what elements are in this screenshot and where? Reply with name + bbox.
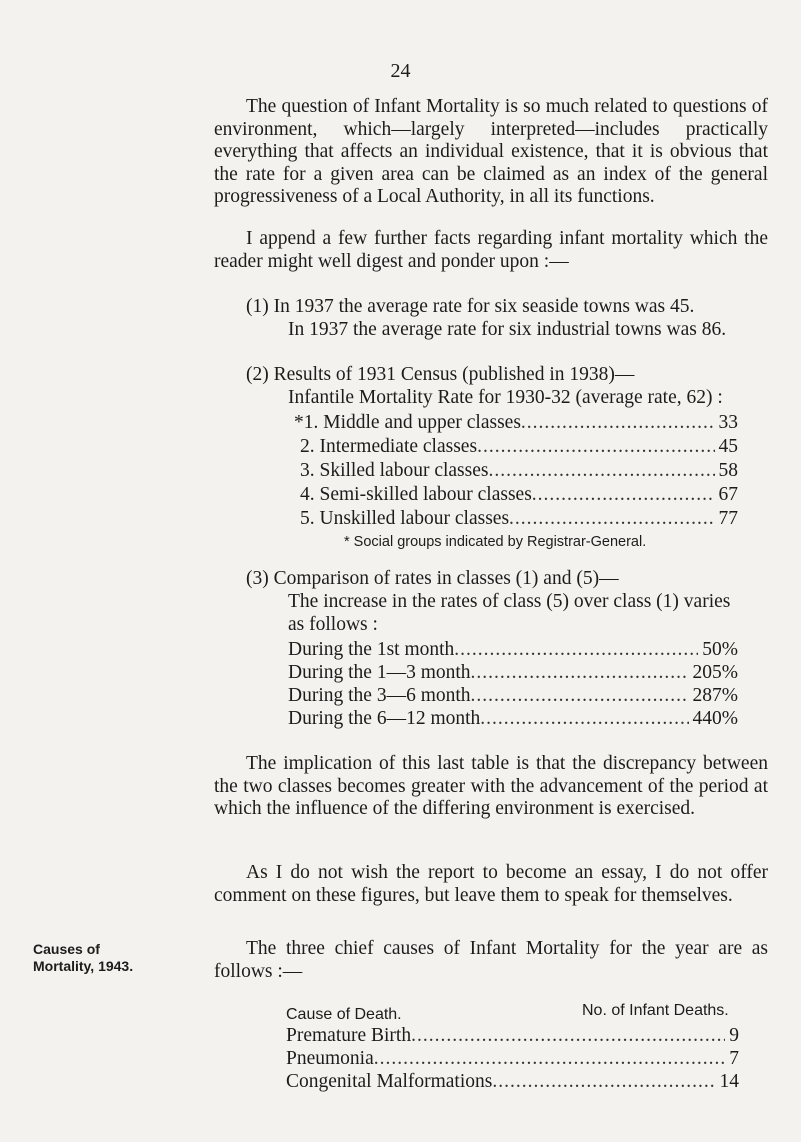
- cause-label: Premature Birth: [286, 1025, 412, 1046]
- leader-dots: [411, 1025, 725, 1047]
- class-label: 5. Unskilled labour classes: [300, 508, 510, 529]
- period-row: [288, 662, 738, 684]
- class-label: 4. Semi-skilled labour classes: [300, 484, 532, 505]
- side-heading: [33, 941, 133, 975]
- leader-dots: [492, 1071, 715, 1093]
- append-paragraph: I append a few further facts regarding infant mortality which the reader might well digest and ponder upon :—: [214, 228, 768, 272]
- class-row: [300, 436, 738, 458]
- footnote: * Social groups indicated by Registrar-General.: [344, 534, 647, 550]
- item3-line3: as follows :: [288, 614, 378, 635]
- period-label: During the 1st month: [288, 639, 455, 660]
- side-heading-line1: Causes of: [33, 941, 100, 957]
- class-row: [300, 460, 738, 482]
- cause-count: 14: [719, 1071, 739, 1092]
- item2-line2: Infantile Mortality Rate for 1930-32 (average rate, 62) :: [288, 387, 723, 408]
- period-row: [288, 708, 738, 730]
- class-label: *1. Middle and upper classes: [294, 412, 521, 433]
- item2-line1: (2) Results of 1931 Census (published in 1938)—: [246, 364, 635, 385]
- cause-label: Congenital Malformations: [286, 1071, 493, 1092]
- item1-line2: In 1937 the average rate for six industrial towns was 86.: [288, 319, 727, 340]
- count-column-header: No. of Infant Deaths.: [582, 1002, 729, 1019]
- leader-dots: [454, 639, 698, 661]
- leader-dots: [480, 708, 688, 730]
- leader-dots: [509, 508, 714, 530]
- class-row: [300, 508, 738, 530]
- leader-dots: [488, 460, 714, 482]
- period-label: During the 6—12 month: [288, 708, 481, 729]
- cause-count: 7: [729, 1048, 739, 1069]
- cause-row: [286, 1071, 739, 1093]
- page-number: 24: [390, 60, 411, 82]
- cause-label: Pneumonia: [286, 1048, 374, 1069]
- essay-paragraph: As I do not wish the report to become an essay, I do not offer comment on these figures, but leave them to speak for themselves.: [214, 862, 768, 906]
- period-row: [288, 639, 738, 661]
- side-heading-line2: Mortality, 1943.: [33, 958, 134, 974]
- item3-line1: (3) Comparison of rates in classes (1) and (5)—: [246, 568, 619, 589]
- leader-dots: [532, 484, 715, 506]
- implication-paragraph: The implication of this last table is that the discrepancy between the two classes becomes greater with the advancement of the period at which the influence of the differing environment is exercised.: [214, 753, 768, 819]
- period-increase: 205%: [692, 662, 738, 683]
- period-label: During the 3—6 month: [288, 685, 471, 706]
- period-increase: 440%: [692, 708, 738, 729]
- class-row: [300, 484, 738, 506]
- class-rate: 58: [718, 460, 738, 481]
- period-row: [288, 685, 738, 707]
- item1-line1: (1) In 1937 the average rate for six seaside towns was 45.: [246, 296, 695, 317]
- class-label: 2. Intermediate classes: [300, 436, 478, 457]
- leader-dots: [374, 1048, 726, 1070]
- class-rate: 67: [718, 484, 738, 505]
- leader-dots: [471, 685, 689, 707]
- period-label: During the 1—3 month: [288, 662, 471, 683]
- cause-row: [286, 1048, 739, 1070]
- leader-dots: [471, 662, 689, 684]
- period-increase: 50%: [702, 639, 738, 660]
- causes-paragraph: The three chief causes of Infant Mortality for the year are as follows :—: [214, 938, 768, 982]
- class-rate: 45: [718, 436, 738, 457]
- class-rate: 33: [718, 412, 738, 433]
- leader-dots: [477, 436, 714, 458]
- item3-line2: The increase in the rates of class (5) over class (1) varies: [288, 591, 731, 612]
- cause-count: 9: [729, 1025, 739, 1046]
- leader-dots: [521, 412, 715, 434]
- intro-paragraph: The question of Infant Mortality is so much related to questions of environment, which—largely interpreted—includes practically everything that affects an individual existence, that it is obvious that the rate for a given area can be claimed as an index of the general progressiveness of a Local Authority, in all its functions.: [214, 96, 768, 207]
- cause-column-header: Cause of Death.: [286, 1006, 402, 1023]
- class-rate: 77: [718, 508, 738, 529]
- period-increase: 287%: [692, 685, 738, 706]
- class-row: [294, 412, 738, 434]
- class-label: 3. Skilled labour classes: [300, 460, 489, 481]
- cause-row: [286, 1025, 739, 1047]
